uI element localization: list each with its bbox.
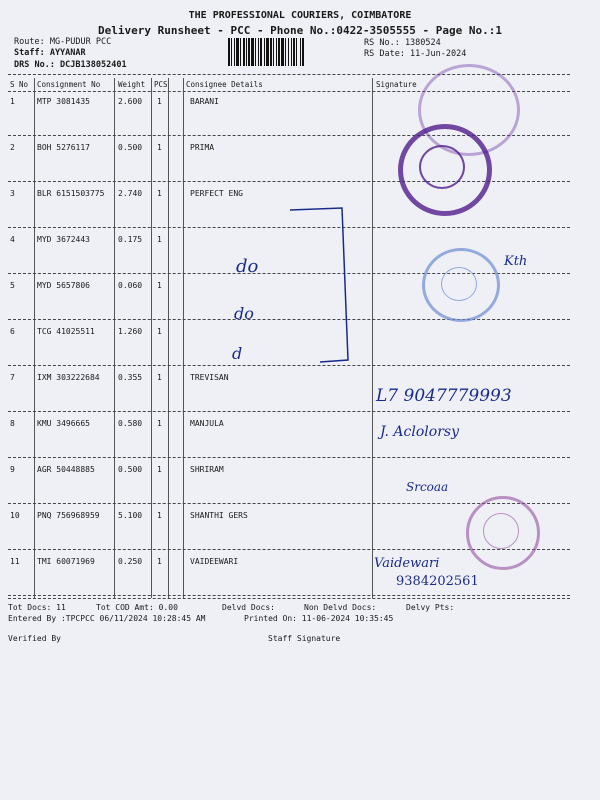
- row-pcs: 1: [157, 327, 162, 336]
- non-delivered-docs: Non Delvd Docs:: [304, 603, 377, 612]
- footer-rule: [8, 598, 570, 599]
- runsheet-subtitle: Delivery Runsheet - PCC - Phone No.:0422-3505555 - Page No.:1: [98, 24, 502, 37]
- row-consignment-no: MYD 5657806: [37, 281, 90, 290]
- drs-number: DRS No.: DCJB138052401: [14, 60, 127, 70]
- col-signature: Signature: [376, 80, 417, 89]
- row-pcs: 1: [157, 373, 162, 382]
- row-consignee: PRIMA: [190, 143, 215, 152]
- row-consignee: SHANTHI GERS: [190, 511, 248, 520]
- row-consignment-no: IXM 303222684: [37, 373, 100, 382]
- row-consignee: BARANI: [190, 97, 219, 106]
- row-consignment-no: AGR 50448885: [37, 465, 95, 474]
- staff-signature: Staff Signature: [268, 634, 341, 643]
- stamp-4: [466, 496, 540, 570]
- row-pcs: 1: [157, 419, 162, 428]
- route-label: Route: MG-PUDUR PCC: [14, 37, 112, 47]
- handwritten-signature: Srcoaa: [406, 480, 449, 494]
- row-sno: 5: [10, 281, 15, 290]
- row-weight: 0.250: [118, 557, 143, 566]
- row-consignment-no: TMI 60071969: [37, 557, 95, 566]
- row-weight: 0.355: [118, 373, 143, 382]
- row-weight: 2.740: [118, 189, 143, 198]
- row-sno: 10: [10, 511, 20, 520]
- row-consignee: SHRIRAM: [190, 465, 224, 474]
- rs-number: RS No.: 1380524: [364, 38, 441, 48]
- row-sno: 7: [10, 373, 15, 382]
- printed-on: Printed On: 11-06-2024 10:35:45: [244, 614, 394, 623]
- handwritten-ditto: do: [236, 256, 259, 277]
- row-separator: [8, 411, 570, 412]
- row-consignment-no: TCG 41025511: [37, 327, 95, 336]
- entered-by: Entered By :TPCPCC 06/11/2024 10:28:45 AM: [8, 614, 206, 623]
- handwritten-phone: 9384202561: [396, 574, 479, 589]
- row-consignment-no: MYD 3672443: [37, 235, 90, 244]
- row-consignment-no: BOH 5276117: [37, 143, 90, 152]
- col-consignee: Consignee Details: [186, 80, 263, 89]
- row-consignee: PERFECT ENG: [190, 189, 243, 198]
- handwritten-ditto: do: [234, 304, 254, 323]
- row-consignment-no: BLR 6151503775: [37, 189, 105, 198]
- row-sno: 11: [10, 557, 20, 566]
- col-weight: Weight: [118, 80, 146, 89]
- row-consignee: TREVISAN: [190, 373, 229, 382]
- delivered-docs: Delvd Docs:: [222, 603, 275, 612]
- table-row: [0, 143, 600, 189]
- rs-date: RS Date: 11-Jun-2024: [364, 49, 467, 59]
- barcode: [228, 38, 356, 66]
- row-sno: 9: [10, 465, 15, 474]
- handwritten-signature: J. Aclolorsy: [380, 424, 459, 440]
- row-pcs: 1: [157, 189, 162, 198]
- row-weight: 1.260: [118, 327, 143, 336]
- delivery-points: Delvy Pts:: [406, 603, 455, 612]
- row-sno: 4: [10, 235, 15, 244]
- row-pcs: 1: [157, 465, 162, 474]
- col-sno: S No: [10, 80, 29, 89]
- row-pcs: 1: [157, 557, 162, 566]
- row-consignee: VAIDEEWARI: [190, 557, 239, 566]
- row-weight: 5.100: [118, 511, 143, 520]
- handwritten-signature: Vaidewari: [374, 556, 440, 571]
- col-pcs: PCS: [154, 80, 168, 89]
- row-separator: [8, 595, 570, 596]
- row-weight: 2.600: [118, 97, 143, 106]
- row-weight: 0.500: [118, 143, 143, 152]
- row-weight: 0.175: [118, 235, 143, 244]
- handwritten-signature: Kth: [504, 254, 528, 269]
- row-separator: [8, 457, 570, 458]
- handwritten-ditto: d: [232, 344, 243, 363]
- row-sno: 2: [10, 143, 15, 152]
- col-consignment: Consignment No: [37, 80, 101, 89]
- row-weight: 0.580: [118, 419, 143, 428]
- stamp-2: [398, 124, 492, 216]
- row-consignment-no: MTP 3081435: [37, 97, 90, 106]
- total-docs: Tot Docs: 11: [8, 603, 66, 612]
- stamp-3: [422, 248, 500, 322]
- row-consignment-no: PNQ 756968959: [37, 511, 100, 520]
- row-sno: 3: [10, 189, 15, 198]
- row-pcs: 1: [157, 235, 162, 244]
- table-row: [0, 419, 600, 465]
- staff-label: Staff: AYYANAR: [14, 48, 86, 58]
- row-consignee: MANJULA: [190, 419, 224, 428]
- row-sno: 1: [10, 97, 15, 106]
- row-sno: 6: [10, 327, 15, 336]
- verified-by: Verified By: [8, 634, 61, 643]
- row-pcs: 1: [157, 143, 162, 152]
- bracket-mark: [280, 200, 360, 370]
- row-weight: 0.060: [118, 281, 143, 290]
- row-pcs: 1: [157, 281, 162, 290]
- company-title: THE PROFESSIONAL COURIERS, COIMBATORE: [188, 10, 412, 21]
- row-weight: 0.500: [118, 465, 143, 474]
- row-sno: 8: [10, 419, 15, 428]
- handwritten-signature: L7 9047779993: [376, 386, 512, 406]
- row-consignment-no: KMU 3496665: [37, 419, 90, 428]
- total-cod: Tot COD Amt: 0.00: [96, 603, 178, 612]
- row-pcs: 1: [157, 511, 162, 520]
- row-pcs: 1: [157, 97, 162, 106]
